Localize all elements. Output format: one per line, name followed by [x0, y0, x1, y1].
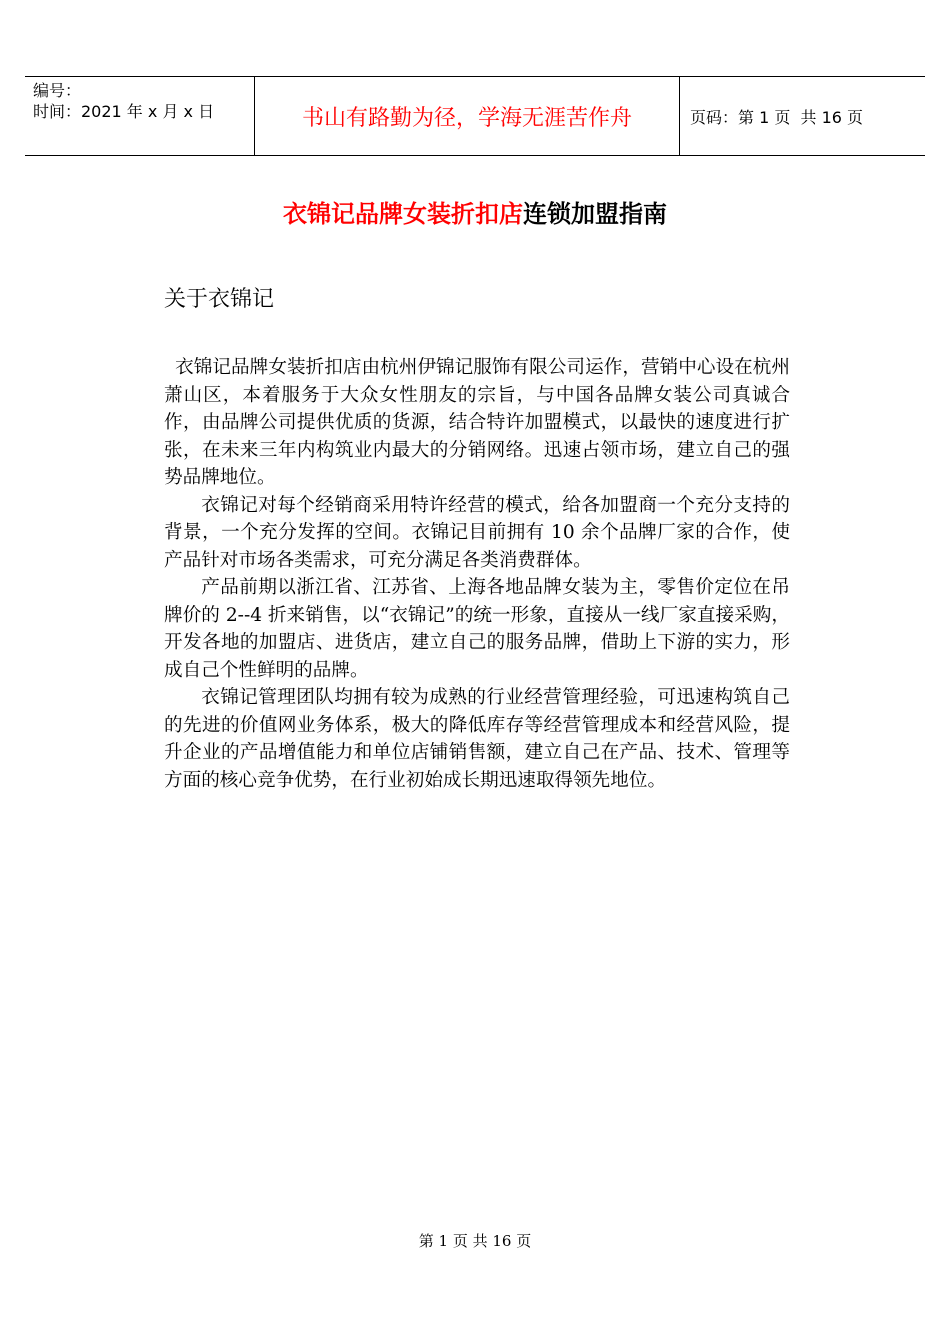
header-motto: 书山有路勤为径，学海无涯苦作舟 [301, 105, 632, 131]
page-header [25, 76, 925, 156]
header-meta-cell [25, 77, 254, 155]
body-paragraph: 衣锦记品牌女装折扣店由杭州伊锦记服饰有限公司运作，营销中心设在杭州萧山区，本着服务于大众女性朋友的宗旨，与中国各品牌女装公司真诚合作，由品牌公司提供优质的货源，结合特许加盟模式，以最快的速度进行扩张，在未来三年内构筑业内最大的分销网络。迅速占领市场，建立自己的强势品牌地位。 [164, 357, 790, 488]
document-body [164, 354, 790, 794]
body-paragraph: 衣锦记对每个经销商采用特许经营的模式，给各加盟商一个充分支持的背景，一个充分发挥的空间。衣锦记目前拥有 10 余个品牌厂家的合作，使产品针对市场各类需求，可充分满足各类消费群体。 [164, 494, 790, 571]
body-paragraph: 产品前期以浙江省、江苏省、上海各地品牌女装为主，零售价定位在吊牌价的 2--4 折来销售，以“衣锦记”的统一形象，直接从一线厂家直接采购，开发各地的加盟店、进货店，建立自己的服务品牌，借助上下游的实力，形成自己个性鲜明的品牌。 [164, 577, 790, 681]
document-time-label: 时间：2021 年 x 月 x 日 [33, 102, 215, 121]
header-page-number: 页码：第 1 页 共 16 页 [690, 107, 864, 127]
document-title-red: 衣锦记品牌女装折扣店 [283, 200, 523, 228]
document-number-label: 编号： [33, 81, 82, 100]
page-footer: 第 1 页 共 16 页 [418, 1232, 532, 1250]
section-heading: 关于衣锦记 [164, 287, 275, 312]
body-paragraph: 衣锦记管理团队均拥有较为成熟的行业经营管理经验，可迅速构筑自己的先进的价值网业务体系，极大的降低库存等经营管理成本和经营风险，提升企业的产品增值能力和单位店铺销售额，建立自己在产品、技术、管理等方面的核心竞争优势，在行业初始成长期迅速取得领先地位。 [164, 687, 790, 791]
header-page-cell [680, 77, 925, 155]
header-motto-cell [254, 77, 680, 155]
document-title-black: 连锁加盟指南 [523, 200, 667, 228]
document-title [0, 197, 950, 231]
